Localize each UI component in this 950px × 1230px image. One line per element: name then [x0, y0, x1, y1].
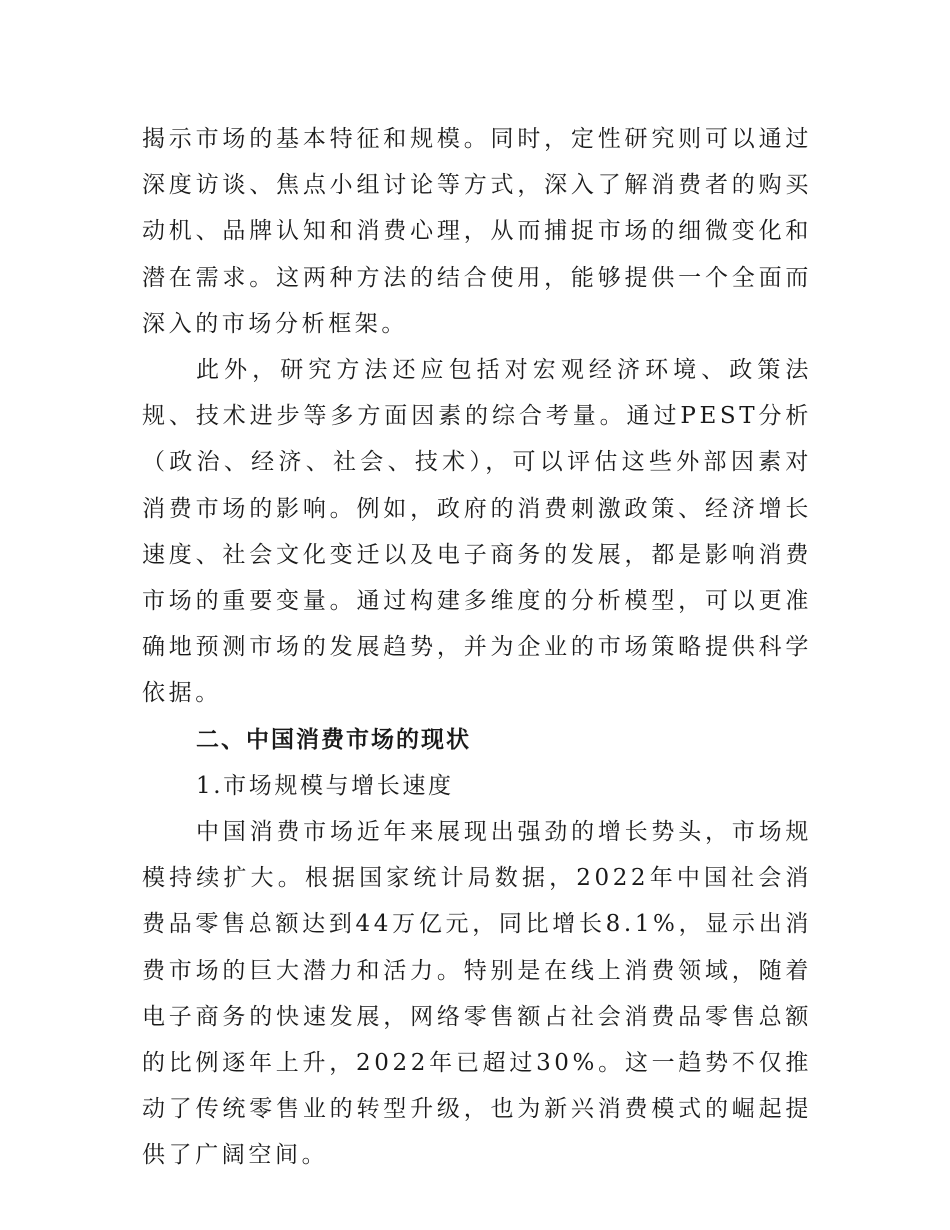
- section-heading: 二、中国消费市场的现状: [196, 726, 471, 753]
- subsection-heading: 1.市场规模与增长速度: [196, 772, 454, 799]
- paragraph-market-scale: 中国消费市场近年来展现出强劲的增长势头，市场规模持续扩大。根据国家统计局数据，2022年中国社会消费品零售总额达到44万亿元，同比增长8.1%，显示出消费市场的巨大潜力和活力。特别是在线上消费领域，随着电子商务的快速发展，网络零售额占社会消费品零售总额的比例逐年上升，2022年已超过30%。这一趋势不仅推动了传统零售业的转型升级，也为新兴消费模式的崛起提供了广阔空间。: [142, 819, 812, 1169]
- paragraph-research-methods: 此外，研究方法还应包括对宏观经济环境、政策法规、技术进步等多方面因素的综合考量。通过PEST分析（政治、经济、社会、技术），可以评估这些外部因素对消费市场的影响。例如，政府的消费刺激政策、经济增长速度、社会文化变迁以及电子商务的发展，都是影响消费市场的重要变量。通过构建多维度的分析模型，可以更准确地预测市场的发展趋势，并为企业的市场策略提供科学依据。: [142, 357, 812, 707]
- paragraph-continuation: 揭示市场的基本特征和规模。同时，定性研究则可以通过深度访谈、焦点小组讨论等方式，深入了解消费者的购买动机、品牌认知和消费心理，从而捕捉市场的细微变化和潜在需求。这两种方法的结合使用，能够提供一个全面而深入的市场分析框架。: [142, 126, 812, 337]
- document-body: [142, 116, 812, 1179]
